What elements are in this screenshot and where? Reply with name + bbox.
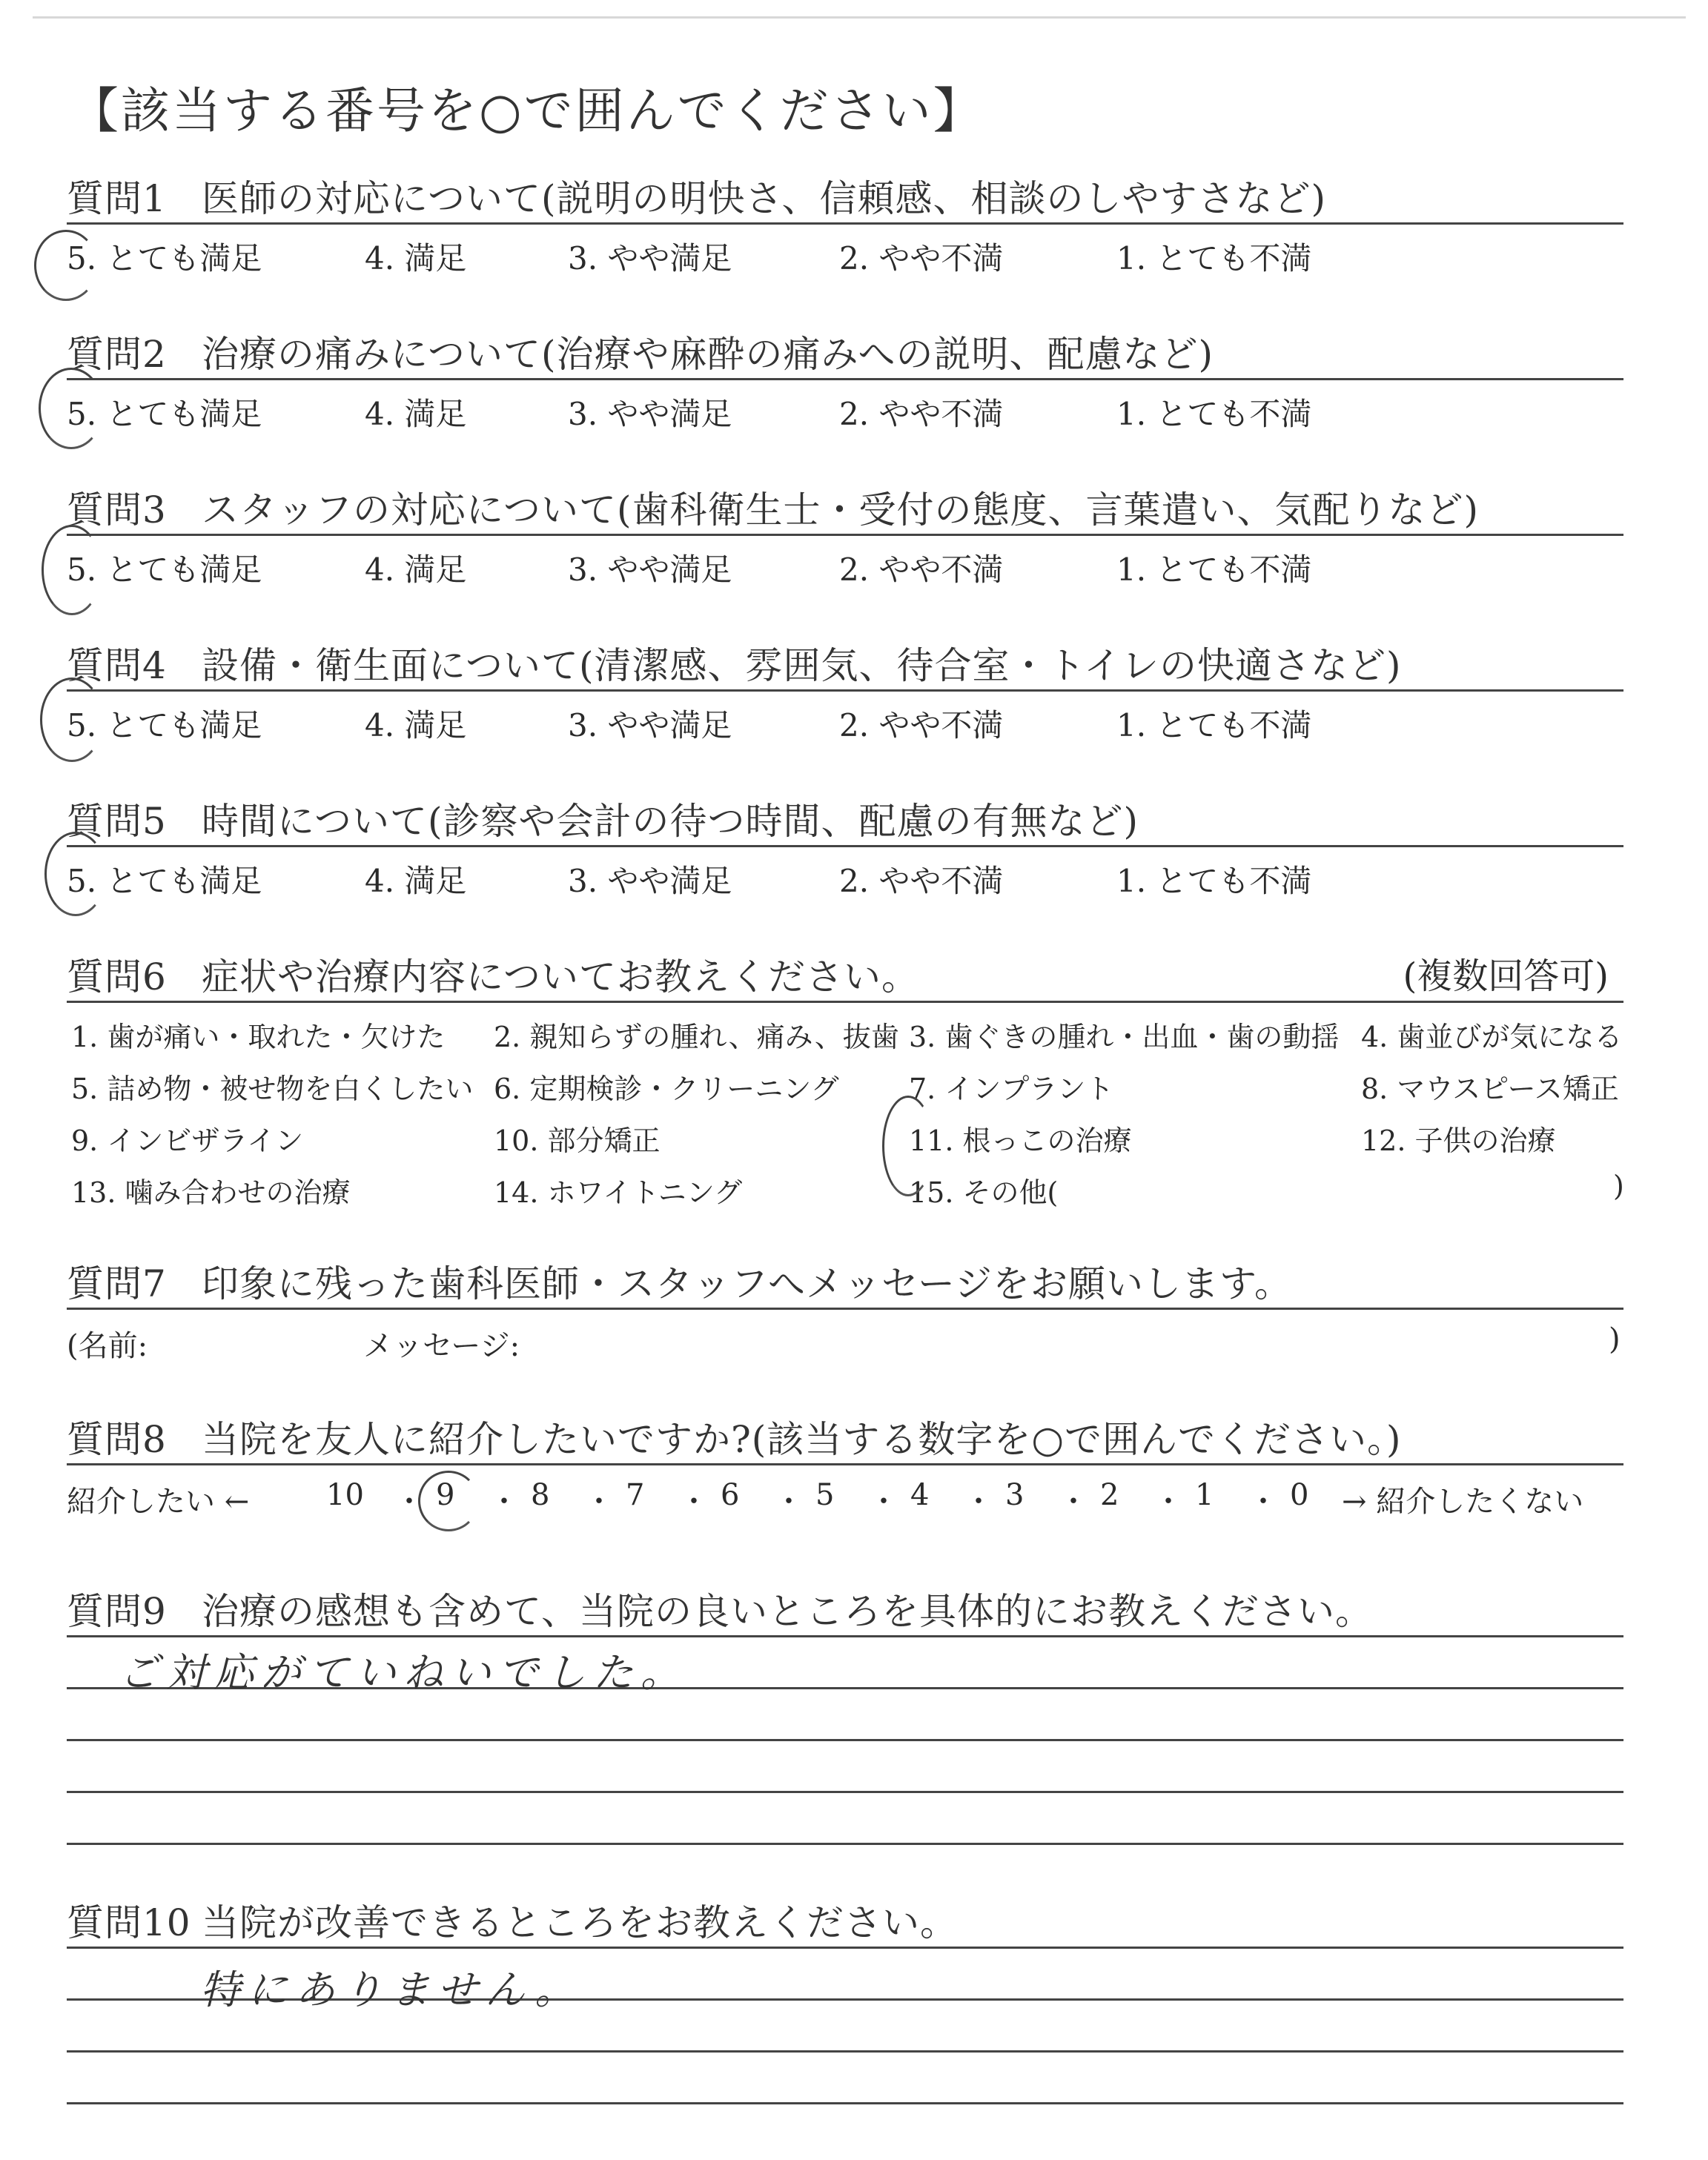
- handwritten-answer: ご対応がていねいでした。: [119, 1649, 688, 1696]
- question-7: [67, 1254, 1623, 1373]
- option-4[interactable]: 4. 満足: [365, 707, 467, 743]
- answer-line: [67, 2102, 1623, 2104]
- divider: [67, 689, 1623, 692]
- selection-circle: [418, 1471, 479, 1531]
- question-text: 治療の痛みについて(治療や麻酔の痛みへの説明、配慮など): [202, 333, 1214, 376]
- option-3[interactable]: 3. やや満足: [568, 863, 732, 899]
- selection-circle: [34, 230, 98, 301]
- question-number: 質問7: [67, 1262, 167, 1305]
- question-9: [67, 1582, 1623, 1849]
- option-2[interactable]: 2. やや不満: [839, 707, 1004, 743]
- other-close-paren: ): [1613, 1170, 1624, 1202]
- selection-circle: [42, 525, 102, 615]
- scale-value[interactable]: 3: [1005, 1478, 1025, 1512]
- divider: [67, 534, 1623, 536]
- rating-options: [67, 234, 1623, 279]
- question-text: 当院を友人に紹介したいですか?(該当する数字を○で囲んでください。): [202, 1418, 1402, 1461]
- close-paren: ): [1609, 1322, 1621, 1356]
- option-3[interactable]: 3. やや満足: [568, 240, 732, 276]
- symptom-option[interactable]: 15. その他(: [909, 1176, 1059, 1209]
- scale-right-label: → 紹介したくない: [1342, 1485, 1584, 1519]
- symptom-option[interactable]: 7. インプラント: [909, 1073, 1114, 1105]
- answer-line: [67, 1843, 1623, 1845]
- option-2[interactable]: 2. やや不満: [839, 396, 1004, 432]
- answer-line: [67, 1947, 1623, 1949]
- option-1[interactable]: 1. とても不満: [1116, 396, 1312, 432]
- rating-options: [67, 546, 1623, 590]
- multiple-answers-note: (複数回答可): [1403, 955, 1609, 997]
- option-5[interactable]: 5. とても満足: [67, 240, 262, 276]
- answer-line: [67, 1635, 1623, 1637]
- option-1[interactable]: 1. とても不満: [1116, 863, 1312, 899]
- symptom-option[interactable]: 11. 根っこの治療: [909, 1124, 1132, 1157]
- option-1[interactable]: 1. とても不満: [1116, 240, 1312, 276]
- scale-left-label: 紹介したい ←: [67, 1485, 250, 1519]
- rating-options: [67, 390, 1623, 434]
- option-5[interactable]: 5. とても満足: [67, 551, 262, 588]
- question-3: [67, 480, 1623, 599]
- symptom-option[interactable]: 6. 定期検診・クリーニング: [494, 1073, 839, 1105]
- scale-value[interactable]: 10: [326, 1478, 364, 1512]
- selection-circle: [882, 1096, 934, 1196]
- symptom-option[interactable]: 4. 歯並びが気になる: [1361, 1021, 1623, 1053]
- question-number: 質問8: [67, 1418, 167, 1461]
- answer-line: [67, 1791, 1623, 1793]
- question-number: 質問3: [67, 488, 167, 531]
- handwritten-answer: 特にありません。: [200, 1967, 583, 2013]
- question-text: 設備・衛生面について(清潔感、雰囲気、待合室・トイレの快適さなど): [202, 644, 1402, 687]
- option-5[interactable]: 5. とても満足: [67, 863, 262, 899]
- page-title: 【該当する番号を○で囲んでください】: [70, 82, 984, 139]
- message-label: メッセージ:: [363, 1329, 520, 1363]
- option-3[interactable]: 3. やや満足: [568, 551, 732, 588]
- symptom-option[interactable]: 5. 詰め物・被せ物を白くしたい: [71, 1073, 474, 1105]
- question-number: 質問10: [67, 1901, 191, 1944]
- option-4[interactable]: 4. 満足: [365, 396, 467, 432]
- scale-value[interactable]: 0: [1290, 1478, 1309, 1512]
- question-heading: [67, 792, 1139, 845]
- question-2: [67, 325, 1623, 443]
- option-1[interactable]: 1. とても不満: [1116, 551, 1312, 588]
- question-1: [67, 169, 1623, 288]
- option-4[interactable]: 4. 満足: [365, 863, 467, 899]
- option-2[interactable]: 2. やや不満: [839, 551, 1004, 588]
- question-heading: [67, 1893, 958, 1947]
- question-4: [67, 636, 1623, 755]
- selection-circle: [44, 832, 107, 916]
- selection-circle: [40, 678, 104, 762]
- question-text: 医師の対応について(説明の明快さ、信頼感、相談のしやすさなど): [202, 177, 1327, 220]
- question-6: [67, 947, 1623, 1214]
- question-number: 質問1: [67, 177, 167, 220]
- question-heading: [67, 947, 919, 1001]
- divider: [67, 1463, 1623, 1465]
- question-5: [67, 792, 1623, 910]
- question-10: [67, 1893, 1623, 2160]
- question-text: 症状や治療内容についてお教えください。: [202, 955, 919, 998]
- divider: [67, 1308, 1623, 1310]
- answer-line: [67, 1739, 1623, 1741]
- option-3[interactable]: 3. やや満足: [568, 396, 732, 432]
- symptom-option[interactable]: 12. 子供の治療: [1361, 1124, 1556, 1157]
- name-label: (名前:: [67, 1329, 148, 1363]
- question-text: 当院が改善できるところをお教えください。: [202, 1901, 958, 1944]
- option-4[interactable]: 4. 満足: [365, 551, 467, 588]
- selection-circle: [39, 368, 104, 449]
- option-5[interactable]: 5. とても満足: [67, 707, 262, 743]
- question-text: スタッフの対応について(歯科衛生士・受付の態度、言葉遣い、気配りなど): [202, 488, 1480, 531]
- symptom-option[interactable]: 2. 親知らずの腫れ、痛み、抜歯: [494, 1021, 899, 1053]
- scale-value[interactable]: 5: [815, 1478, 835, 1512]
- scale-value[interactable]: 9: [436, 1478, 455, 1512]
- question-text: 印象に残った歯科医師・スタッフへメッセージをお願いします。: [202, 1262, 1292, 1305]
- divider: [67, 378, 1623, 380]
- rating-options: [67, 857, 1623, 901]
- question-text: 時間について(診察や会計の待つ時間、配慮の有無など): [202, 800, 1139, 843]
- question-number: 質問9: [67, 1590, 167, 1633]
- symptom-option[interactable]: 9. インビザライン: [71, 1124, 304, 1157]
- symptom-option[interactable]: 14. ホワイトニング: [494, 1176, 743, 1209]
- scale-value[interactable]: 7: [626, 1478, 645, 1512]
- top-border: [33, 16, 1686, 19]
- scale-value[interactable]: 4: [910, 1478, 930, 1512]
- option-4[interactable]: 4. 満足: [365, 240, 467, 276]
- question-heading: [67, 636, 1402, 689]
- scale-value[interactable]: 6: [721, 1478, 740, 1512]
- answer-line: [67, 2050, 1623, 2053]
- divider: [67, 222, 1623, 225]
- symptom-option[interactable]: 1. 歯が痛い・取れた・欠けた: [71, 1021, 446, 1053]
- scale-value[interactable]: 8: [531, 1478, 550, 1512]
- divider: [67, 845, 1623, 847]
- question-number: 質問2: [67, 333, 167, 376]
- divider: [67, 1001, 1623, 1003]
- symptom-option[interactable]: 3. 歯ぐきの腫れ・出血・歯の動揺: [909, 1021, 1340, 1053]
- question-text: 治療の感想も含めて、当院の良いところを具体的にお教えください。: [202, 1590, 1373, 1633]
- scale-value[interactable]: 1: [1195, 1478, 1214, 1512]
- question-8: 質問8 当院を友人に紹介したいですか?(該当する数字を○で囲んでください。) 紹介したい ← 10 ・ 9 ・ 8 ・ 7 ・ 6 ・ 5 ・ 4 ・ 3 ・ 2 ・ 1 ・ 0 → 紹介したくない: [67, 1410, 1623, 1528]
- question-number: 質問5: [67, 800, 167, 843]
- question-heading: [67, 1410, 1401, 1463]
- question-number: 質問6: [67, 955, 167, 998]
- option-2[interactable]: 2. やや不満: [839, 240, 1004, 276]
- symptom-option[interactable]: 8. マウスピース矯正: [1361, 1073, 1619, 1105]
- question-number: 質問4: [67, 644, 167, 687]
- question-heading: [67, 480, 1479, 534]
- scale-value[interactable]: 2: [1100, 1478, 1119, 1512]
- symptom-option[interactable]: 10. 部分矯正: [494, 1124, 661, 1157]
- question-heading: [67, 1254, 1292, 1308]
- rating-options: [67, 701, 1623, 746]
- question-heading: [67, 169, 1326, 222]
- option-3[interactable]: 3. やや満足: [568, 707, 732, 743]
- option-2[interactable]: 2. やや不満: [839, 863, 1004, 899]
- symptom-option[interactable]: 13. 噛み合わせの治療: [71, 1176, 351, 1209]
- option-5[interactable]: 5. とても満足: [67, 396, 262, 432]
- question-heading: [67, 325, 1214, 378]
- question-heading: [67, 1582, 1373, 1635]
- option-1[interactable]: 1. とても不満: [1116, 707, 1312, 743]
